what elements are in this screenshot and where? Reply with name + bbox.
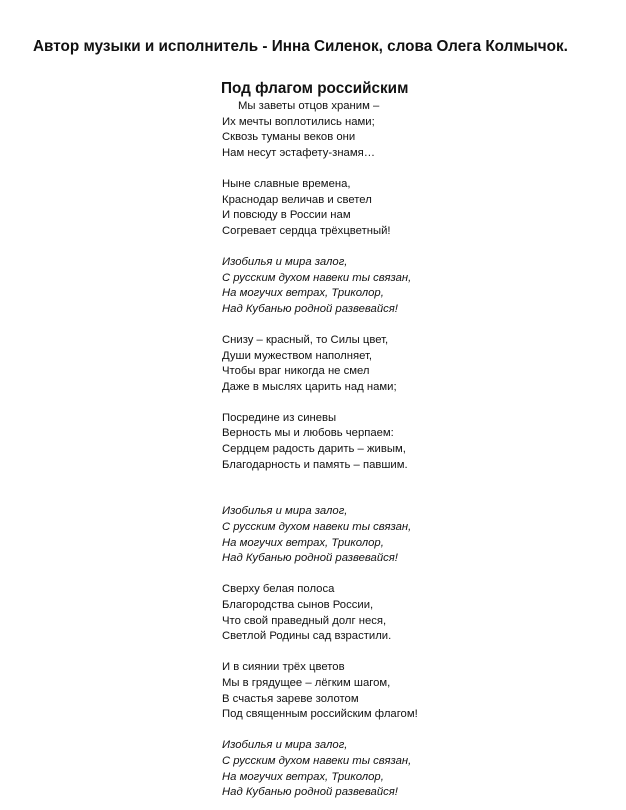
lyric-line: Их мечты воплотились нами; xyxy=(222,115,375,128)
lyric-line: С русским духом навеки ты связан, xyxy=(222,754,412,767)
lyric-line: На могучих ветрах, Триколор, xyxy=(222,770,384,783)
lyric-line: Что свой праведный долг неся, xyxy=(222,614,387,627)
lyric-line: Благодарность и память – павшим. xyxy=(222,458,408,471)
lyric-line: Нам несут эстафету-знамя… xyxy=(222,146,376,159)
verse-2 xyxy=(222,177,602,239)
lyric-line: Мы заветы отцов храним – xyxy=(238,100,380,112)
chorus-1 xyxy=(222,255,602,317)
lyric-line: Снизу – красный, то Силы цвет, xyxy=(222,333,389,346)
lyric-line: Сердцем радость дарить – живым, xyxy=(222,443,406,456)
lyric-line: Согревает сердца трёхцветный! xyxy=(222,224,391,237)
verse-1 xyxy=(222,99,602,161)
lyric-line: Изобилья и мира залог, xyxy=(222,255,348,268)
verse-5 xyxy=(222,582,602,644)
lyric-line: С русским духом навеки ты связан, xyxy=(222,521,412,534)
chorus-3 xyxy=(222,738,602,800)
lyric-line: И повсюду в России нам xyxy=(222,209,351,222)
lyric-line: Под священным российским флагом! xyxy=(222,708,418,721)
song-title: Под флагом российским xyxy=(221,80,409,97)
lyric-line: Души мужеством наполняет, xyxy=(222,349,373,362)
lyric-line: Изобилья и мира залог, xyxy=(222,739,348,752)
verse-3 xyxy=(222,333,602,395)
lyric-line: На могучих ветрах, Триколор, xyxy=(222,287,384,300)
lyric-line: Благородства сынов России, xyxy=(222,599,374,611)
lyric-line: Светлой Родины сад взрастили. xyxy=(222,630,392,643)
lyric-line: Мы в грядущее – лёгким шагом, xyxy=(222,676,391,689)
lyric-line: Посредине из синевы xyxy=(222,411,337,424)
chorus-2 xyxy=(222,504,602,566)
lyric-line: Над Кубанью родной развевайся! xyxy=(222,302,398,315)
lyric-line: Краснодар величав и светел xyxy=(222,193,372,206)
author-credit: Автор музыки и исполнитель - Инна Силенок, слова Олега Колмычок. xyxy=(33,38,568,55)
lyric-line: Сверху белая полоса xyxy=(222,583,335,596)
lyric-line: Верность мы и любовь черпаем: xyxy=(222,427,394,440)
lyric-line: И в сиянии трёх цветов xyxy=(222,661,345,674)
lyric-line: Ныне славные времена, xyxy=(222,177,351,190)
lyric-line: Изобилья и мира залог, xyxy=(222,505,348,518)
lyric-line: На могучих ветрах, Триколор, xyxy=(222,536,384,549)
lyric-line: В счастья зареве золотом xyxy=(222,692,359,705)
lyric-line: Даже в мыслях царить над нами; xyxy=(222,380,397,393)
lyric-line: С русским духом навеки ты связан, xyxy=(222,271,412,284)
lyric-line: Над Кубанью родной развевайся! xyxy=(222,786,398,799)
lyric-line: Над Кубанью родной развевайся! xyxy=(222,552,398,565)
lyrics xyxy=(222,99,602,801)
lyric-line: Сквозь туманы веков они xyxy=(222,131,356,144)
verse-6 xyxy=(222,660,602,722)
lyric-line: Чтобы враг никогда не смел xyxy=(222,365,370,378)
verse-4 xyxy=(222,411,602,473)
